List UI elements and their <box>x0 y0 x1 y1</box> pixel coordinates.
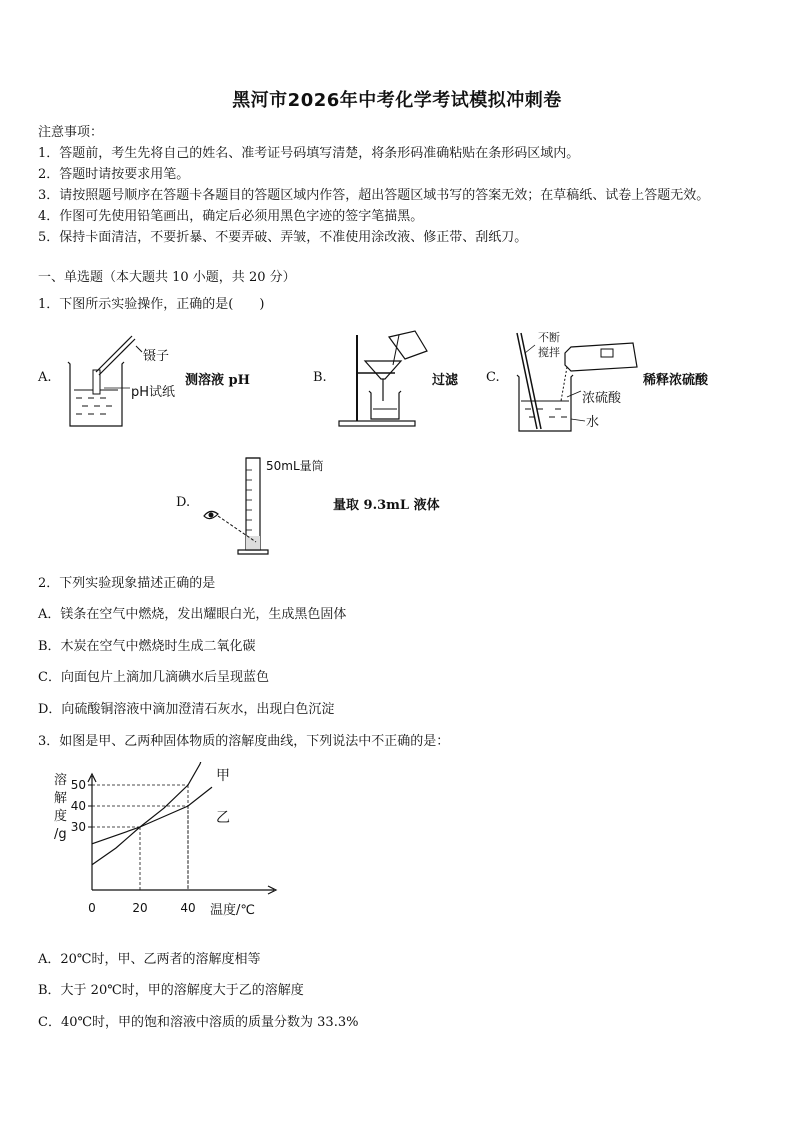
chart-guides <box>92 785 188 890</box>
y-tick-label: 50 <box>70 778 86 792</box>
q1-option-b-letter: B. <box>313 370 327 385</box>
solubility-chart <box>40 762 290 922</box>
label-conc-acid: 浓硫酸 <box>582 391 622 406</box>
caption-d: 量取 9.3mL 液体 <box>333 498 440 513</box>
q1-option-a-letter: A. <box>38 370 52 385</box>
cylinder-figure <box>196 452 276 560</box>
question-2-stem: 2．下列实验现象描述正确的是 <box>38 576 216 591</box>
chart-axes <box>88 774 276 894</box>
caption-c: 稀释浓硫酸 <box>643 373 709 388</box>
note-item: 3．请按照题号顺序在答题卡各题目的答题区域内作答，超出答题区域书写的答案无效；在草稿纸、试卷上答题无效。 <box>38 188 710 203</box>
ph-test-figure <box>60 330 190 430</box>
q3-option: C．40℃时，甲的饱和溶液中溶质的质量分数为 33.3% <box>38 1015 359 1030</box>
y-axis-label: /g <box>54 827 67 842</box>
chart-series <box>92 762 212 865</box>
series-line-jia <box>92 762 212 865</box>
note-item: 1．答题前，考生先将自己的姓名、准考证号码填写清楚，将条形码准确粘贴在条形码区域内。 <box>38 146 580 161</box>
note-item: 4．作图可先使用铅笔画出，确定后必须用黑色字迹的签字笔描黑。 <box>38 209 424 224</box>
q2-option: D．向硫酸铜溶液中滴加澄清石灰水，出现白色沉淀 <box>38 702 335 717</box>
x-axis-label: 温度/℃ <box>210 903 255 918</box>
q3-option: A．20℃时，甲、乙两者的溶解度相等 <box>38 952 261 967</box>
chart-labels <box>54 768 255 918</box>
page-title: 黑河市2026年中考化学考试模拟冲刺卷 <box>232 90 562 111</box>
q1-option-d-letter: D. <box>176 495 191 510</box>
question-3-stem: 3．如图是甲、乙两种固体物质的溶解度曲线，下列说法中不正确的是： <box>38 734 450 749</box>
note-item: 5．保持卡面清洁，不要折暴、不要弄破、弄皱，不准使用涂改液、修正带、刮纸刀。 <box>38 230 528 245</box>
label-tweezers: 镊子 <box>143 349 170 364</box>
y-axis-label: 解 <box>54 791 68 806</box>
filtration-figure <box>335 325 445 430</box>
caption-b: 过滤 <box>432 373 459 388</box>
notes-heading: 注意事项： <box>38 125 104 140</box>
y-tick-label: 30 <box>70 820 86 834</box>
label-water: 水 <box>586 415 600 430</box>
q2-option: C．向面包片上滴加几滴碘水后呈现蓝色 <box>38 670 269 685</box>
caption-a: 测溶液 pH <box>185 373 250 388</box>
q2-option: B．木炭在空气中燃烧时生成二氧化碳 <box>38 639 256 654</box>
q1-option-c-letter: C. <box>486 370 500 385</box>
y-axis-label: 溶 <box>54 773 68 788</box>
q3-option: B．大于 20℃时，甲的溶解度大于乙的溶解度 <box>38 983 304 998</box>
label-stir-1: 不断 <box>538 331 560 344</box>
x-tick-label: 20 <box>132 901 148 915</box>
note-item: 2．答题时请按要求用笔。 <box>38 167 190 182</box>
y-axis-label: 度 <box>54 809 68 824</box>
question-1-stem: 1．下图所示实验操作，正确的是( ) <box>38 297 265 312</box>
label-stir-2: 搅拌 <box>538 346 560 359</box>
section-heading: 一、单选题（本大题共 10 小题，共 20 分） <box>38 270 296 285</box>
label-cylinder: 50mL量筒 <box>266 459 324 473</box>
y-tick-label: 40 <box>70 799 86 813</box>
dilution-figure <box>505 325 645 435</box>
x-tick-label: 40 <box>180 901 196 915</box>
q2-option: A．镁条在空气中燃烧，发出耀眼白光，生成黑色固体 <box>38 607 347 622</box>
label-ph-paper: pH试纸 <box>131 385 176 400</box>
series-label: 甲 <box>216 768 230 784</box>
x-tick-label: 0 <box>88 901 96 915</box>
series-line-yi <box>92 787 212 844</box>
series-label: 乙 <box>216 810 230 826</box>
